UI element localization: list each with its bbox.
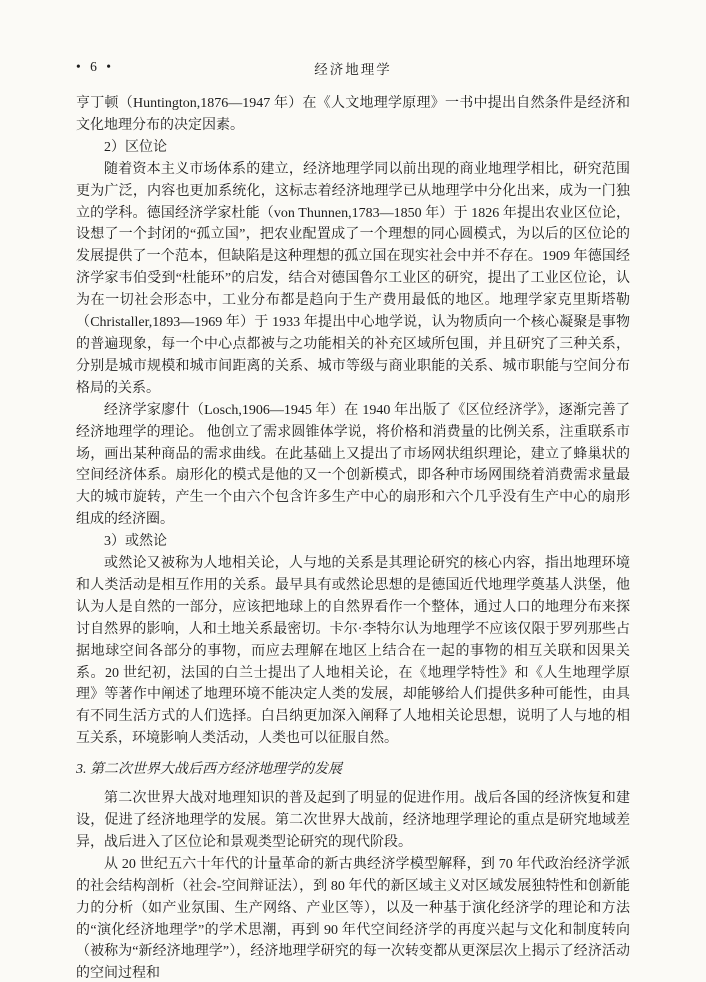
sub-heading: 2）区位论	[104, 139, 167, 155]
page-number: • 6 •	[76, 59, 114, 74]
paragraph: 从 20 世纪五六十年代的计量革命的新古典经济学模型解释，到 70 年代政治经济学派的社会结构剖析（社会-空间辩证法），到 80 年代的新区域主义对区域发展独特性和创新能力的分析（如产业氛围、生产网络、产业区等），以及一种基于演化经济学的理论和方法的“演化经济地理学”的学术思潮，再到 90 年代空间经济学的再度兴起与文化和制度转向（被称为“新经济地理学”），经济地理学研究的每一次转变都从更深层次上揭示了经济活动的空间过程和	[76, 856, 630, 982]
section-heading: 3. 第二次世界大战后西方经济地理学的发展	[76, 762, 342, 778]
paragraph: 或然论又被称为人地相关论，人与地的关系是其理论研究的核心内容，指出地理环境和人类活动是相互作用的关系。最早具有或然论思想的是德国近代地理学奠基人洪堡，他认为人是自然的一部分，应该把地球上的自然界看作一个整体，通过人口的地理分布来探讨自然界的影响，人和土地关系最密切。卡尔·李特尔认为地理学不应该仅限于罗列那些占据地球空间各部分的事物，而应去理解在地区上结合在一起的事物的相互关联和因果关系。20 世纪初，法国的白兰士提出了人地相关论，在《地理学特性》和《人生地理学原理》等著作中阐述了地理环境不能决定人类的发展，却能够给人们提供多种可能性，由具有不同生活方式的人们选择。白吕纳更加深入阐释了人地相关论思想，说明了人与地的相互关系，环境影响人类活动，人类也可以征服自然。	[76, 556, 630, 747]
sub-heading: 3）或然论	[104, 534, 167, 550]
paragraph: 第二次世界大战对地理知识的普及起到了明显的促进作用。战后各国的经济恢复和建设，促进了经济地理学的发展。第二次世界大战前，经济地理学理论的重点是研究地域差异，战后进入了区位论和景观类型论研究的现代阶段。	[76, 791, 630, 850]
paragraph: 经济学家廖什（Losch,1906—1945 年）在 1940 年出版了《区位经济学》，逐渐完善了经济地理学的理论。 他创立了需求圆锥体学说，将价格和消费量的比例关系，注重联系市场，画出某种商品的需求曲线。在此基础上又提出了市场网状组织理论，建立了蜂巢状的空间经济体系。扇形化的模式是他的又一个创新模式，即各种市场网围绕着消费需求量最大的城市旋转，产生一个由六个包含许多生产中心的扇形和六个几乎没有生产中心的扇形组成的经济圈。	[76, 402, 630, 528]
paragraph: 亨丁顿（Huntington,1876—1947 年）在《人文地理学原理》一书中提出自然条件是经济和文化地理分布的决定因素。	[76, 96, 630, 133]
document-body	[76, 93, 630, 982]
page-header	[76, 58, 630, 80]
paragraph: 随着资本主义市场体系的建立，经济地理学同以前出现的商业地理学相比，研究范围更为广泛，内容也更加系统化，这标志着经济地理学已从地理学中分化出来，成为一门独立的学科。德国经济学家杜能（von Thunnen,1783—1850 年）于 1826 年提出农业区位论，设想了一个封闭的“孤立国”，把农业配置成了一个理想的同心圆模式，为以后的区位论的发展提供了一个范本，但缺陷是这种理想的孤立国在现实社会中并不存在。1909 年德国经济学家韦伯受到“杜能环”的启发，结合对德国鲁尔工业区的研究，提出了工业区位论，认为在一切社会形态中，工业分布都是趋向于生产费用最低的地区。地理学家克里斯塔勒（Christaller,1893—1969 年）于 1933 年提出中心地学说，认为物质向一个核心凝聚是事物的普遍现象，每一个中心点都被与之功能相关的补充区域所包围，并且研究了三种关系，分别是城市规模和城市间距离的关系、城市等级与商业职能的关系、城市职能与空间分布格局的关系。	[76, 161, 630, 396]
running-head-title: 经济地理学	[314, 62, 392, 77]
